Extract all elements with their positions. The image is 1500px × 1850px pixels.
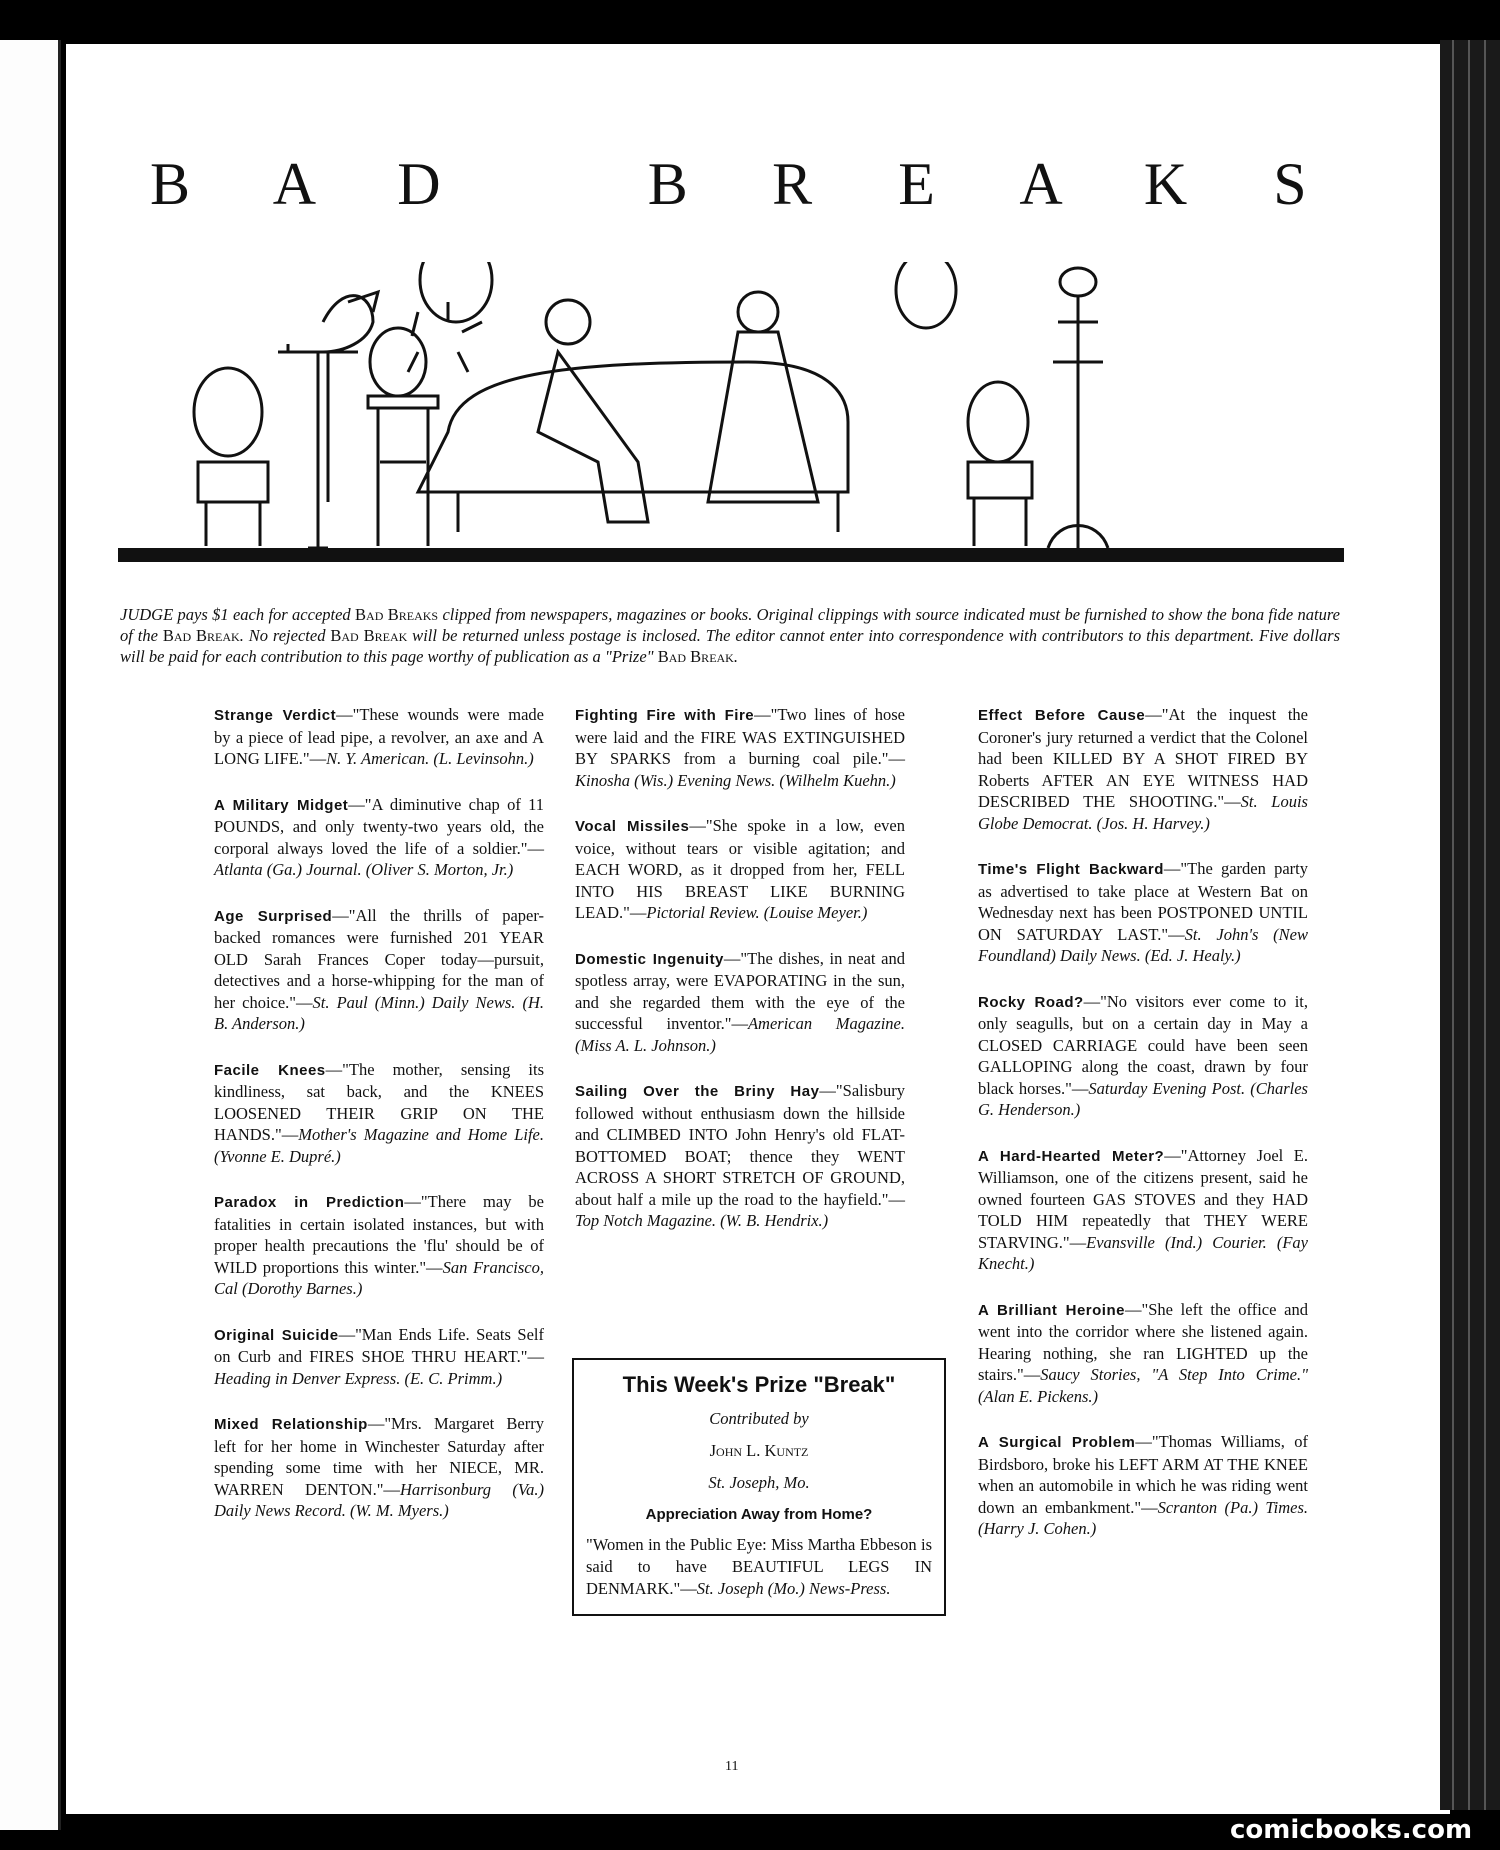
- title-letter: E: [898, 151, 935, 217]
- entry-body: —"All the thrills of paper-backed romances were furnished 201 YEAR OLD Sarah Frances Coper today—pursuit, detectives and a horse-whipping for the man of her choice."—: [214, 905, 544, 1012]
- entry-source: St. Paul (Minn.) Daily News. (H. B. Anderson.): [214, 992, 544, 1033]
- entry-source: Kinosha (Wis.) Evening News. (Wilhelm Kuehn.): [575, 770, 896, 790]
- prize-entry-source: St. Joseph (Mo.) News-Press.: [696, 1579, 891, 1598]
- intro-text: .: [733, 647, 738, 666]
- floor-band: [118, 548, 1344, 562]
- entry-heading: A Surgical Problem: [978, 1434, 1136, 1451]
- entry-source: San Francisco, Cal (Dorothy Barnes.): [214, 1257, 544, 1298]
- watermark: comicbooks.com: [1230, 1815, 1473, 1845]
- entry-source: Saturday Evening Post. (Charles G. Henderson.): [978, 1078, 1308, 1119]
- entry-heading: Time's Flight Backward: [978, 861, 1164, 878]
- entry-mixed-relationship: [214, 1413, 544, 1522]
- entry-vocal-missiles: [575, 815, 905, 924]
- entry-source: Scranton (Pa.) Times. (Harry J. Cohen.): [978, 1497, 1308, 1538]
- prize-contributor-place: St. Joseph, Mo.: [708, 1473, 810, 1492]
- entry-source: N. Y. American. (L. Levinsohn.): [326, 749, 534, 768]
- entry-body: —"She left the office and went into the corridor where she listened again. Hearing nothing, she ran LIGHTED up the stairs."—: [978, 1299, 1308, 1384]
- entry-heading: Mixed Relationship: [214, 1416, 368, 1433]
- entry-source: Heading in Denver Express. (E. C. Primm.): [214, 1368, 503, 1388]
- entry-facile-knees: [214, 1059, 544, 1168]
- intro-bad-break: Bad Break: [657, 647, 734, 666]
- man-on-sofa: [538, 300, 648, 522]
- entry-source: Top Notch Magazine. (W. B. Hendrix.): [575, 1211, 829, 1230]
- entry-fighting-fire: [575, 704, 905, 791]
- side-table: [368, 328, 438, 546]
- entry-source: St. John's (New Foundland) Daily News. (Ed. J. Healy.): [978, 924, 1308, 965]
- intro-bad-break: Bad Break: [330, 626, 408, 645]
- left-page-edge: [0, 40, 61, 1830]
- entry-body: —"The mother, sensing its kindliness, sat back, and the KNEES LOOSENED THEIR GRIP ON THE HANDS."—: [214, 1059, 544, 1144]
- prize-entry-body: "Women in the Public Eye: Miss Martha Ebbeson is said to have BEAUTIFUL LEGS IN DENMARK."—: [586, 1535, 932, 1598]
- entry-source: Saucy Stories, "A Step Into Crime." (Alan E. Pickens.): [978, 1365, 1308, 1406]
- prize-contributed-by: Contributed by: [709, 1409, 809, 1428]
- entry-body: —"There may be fatalities in certain isolated instances, but with proper health precautions the 'flu' should be of WILD proportions this winter."—: [214, 1192, 544, 1277]
- entry-heading: Sailing Over the Briny Hay: [575, 1083, 820, 1100]
- entry-domestic-ingenuity: [575, 948, 905, 1057]
- intro-bad-breaks: Bad Breaks: [355, 605, 439, 624]
- entry-heading: Domestic Ingenuity: [575, 950, 724, 968]
- right-chair: [968, 382, 1032, 546]
- entry-heading: Vocal Missiles: [575, 818, 690, 835]
- entry-hard-hearted-meter: [978, 1145, 1308, 1275]
- intro-text: clipped from newspapers, magazines or books. Original clippings with source indicated must be furnished to show the bona fide nature of the: [120, 605, 1340, 645]
- column-right: [978, 704, 1308, 1564]
- intro-bad-break: Bad Break: [162, 626, 240, 645]
- hat-rack: [1048, 268, 1108, 548]
- entry-body: —"Thomas Williams, of Birdsboro, broke his LEFT ARM AT THE KNEE when an automobile in which he was riding went down an embankment."—: [978, 1432, 1309, 1517]
- woman-on-sofa: [708, 292, 818, 502]
- title-gap: [493, 150, 593, 219]
- entry-heading: Original Suicide: [214, 1326, 339, 1344]
- entry-age-surprised: [214, 905, 544, 1035]
- entry-source: St. Louis Globe Democrat. (Jos. H. Harvey.): [978, 792, 1308, 833]
- entry-heading: Strange Verdict: [214, 707, 337, 724]
- intro-paragraph: [120, 604, 1340, 667]
- entry-body: —"The garden party as advertised to take place at Western Bat on Wednesday next has been POSTPONED UNTIL ON SATURDAY LAST."—: [978, 859, 1309, 944]
- entry-body: —"Salisbury followed without enthusiasm down the hillside and CLIMBED INTO John Henry's old FLAT-BOTTOMED BOAT; thence they WENT ACROSS A SHORT STRETCH OF GROUND, about half a mile up the road to the hayfield."—: [575, 1081, 905, 1209]
- entry-source: Pictorial Review. (Louise Meyer.): [646, 903, 868, 922]
- entry-brilliant-heroine: [978, 1299, 1308, 1408]
- exclamation-marks: [408, 302, 482, 372]
- parlor-illustration: [118, 262, 1344, 562]
- title-letter: S: [1273, 151, 1307, 217]
- sofa: [418, 362, 848, 532]
- entry-source: Harrisonburg (Va.) Daily News Record. (W. M. Myers.): [214, 1479, 544, 1520]
- title-letter: R: [772, 151, 813, 217]
- title-letter: K: [1143, 151, 1188, 217]
- entry-heading: Effect Before Cause: [978, 707, 1146, 724]
- entry-rocky-road: [978, 991, 1308, 1121]
- page-title: [120, 150, 1340, 219]
- entry-source: Evansville (Ind.) Courier. (Fay Knecht.): [978, 1232, 1308, 1273]
- entry-body: —"These wounds were made by a piece of lead pipe, a revolver, an axe and A LONG LIFE."—: [214, 705, 544, 768]
- entry-heading: Rocky Road?: [978, 993, 1084, 1011]
- title-letter: B: [149, 151, 191, 217]
- title-letter: B: [647, 151, 688, 217]
- title-letter: A: [1019, 151, 1063, 217]
- intro-text: . No rejected: [239, 626, 331, 645]
- entry-heading: Fighting Fire with Fire: [575, 707, 755, 724]
- entry-effect-before-cause: [978, 704, 1308, 834]
- entry-body: —"Man Ends Life. Seats Self on Curb and FIRES SHOE THRU HEART."—: [214, 1324, 544, 1366]
- entry-body: —"No visitors ever come to it, only seagulls, but on a certain day in May a CLOSED CARRIAGE could have been seen GALLOPING along the coast, drawn by four black horses."—: [978, 991, 1308, 1098]
- entry-original-suicide: [214, 1324, 544, 1390]
- page-number: 11: [725, 1759, 739, 1774]
- entry-body: —"Attorney Joel E. Williamson, one of the citizens present, said he owned fourteen GAS STOVES and they HAD TOLD HIM repeatedly that THEY WERE STARVING."—: [978, 1145, 1309, 1252]
- entry-military-midget: [214, 794, 544, 881]
- title-letter: A: [272, 151, 317, 217]
- prize-break-box: [572, 1358, 946, 1616]
- entry-strange-verdict: [214, 704, 544, 770]
- left-chair: [194, 368, 268, 546]
- entry-body: —"The dishes, in neat and spotless array, were EVAPORATING in the sun, and she regarded them with the eye of the successful inventor."—: [575, 948, 905, 1033]
- entry-heading: A Brilliant Heroine: [978, 1301, 1125, 1319]
- entry-heading: A Hard-Hearted Meter?: [978, 1147, 1165, 1165]
- entry-sailing-over-briny-hay: [575, 1080, 905, 1232]
- entry-source: American Magazine. (Miss A. L. Johnson.): [575, 1014, 905, 1055]
- entry-body: —"A diminutive chap of 11 POUNDS, and only twenty-two years old, the corporal always loved the life of a soldier."—: [214, 794, 544, 858]
- entry-heading: Age Surprised: [214, 907, 333, 925]
- entry-heading: Paradox in Prediction: [214, 1194, 405, 1211]
- book-spine: [1440, 40, 1500, 1810]
- portrait-right: [896, 262, 956, 328]
- intro-text: will be returned unless postage is inclosed. The editor cannot enter into correspondence with contributors to this department. Five dollars will be paid for each contribution to this page worthy of publication as a "Prize": [120, 626, 1341, 666]
- entry-body: —"At the inquest the Coroner's jury returned a verdict that the Colonel had been KILLED BY A SHOT FIRED BY Roberts AFTER AN EYE WITNESS HAD DESCRIBED THE SHOOTING."—: [978, 705, 1309, 811]
- entry-paradox-in-prediction: [214, 1191, 544, 1300]
- entry-surgical-problem: [978, 1431, 1308, 1540]
- entry-source: Atlanta (Ga.) Journal. (Oliver S. Morton, Jr.): [214, 860, 514, 879]
- intro-text: JUDGE pays $1 each for accepted: [120, 605, 356, 624]
- entry-body: —"Mrs. Margaret Berry left for her home in Winchester Saturday after spending some time with her NIECE, MR. WARREN DENTON."—: [214, 1414, 544, 1499]
- column-middle: [575, 704, 905, 1256]
- entry-body: —"Two lines of hose were laid and the FIRE WAS EXTINGUISHED BY SPARKS from a burning coal pile."—: [575, 705, 905, 768]
- title-letter: D: [397, 151, 441, 217]
- prize-title: This Week's Prize "Break": [622, 1372, 896, 1397]
- entry-source: Mother's Magazine and Home Life. (Yvonne E. Dupré.): [214, 1125, 544, 1166]
- parrot-on-stand: [278, 292, 378, 548]
- column-left: [214, 704, 544, 1546]
- portrait-left: [420, 262, 492, 322]
- entry-body: —"She spoke in a low, even voice, without tears or visible agitation; and EACH WORD, as it dropped from her, FELL INTO HIS BREAST LIKE BURNING LEAD."—: [575, 816, 905, 922]
- prize-entry-text: [586, 1534, 932, 1600]
- entry-heading: A Military Midget: [214, 796, 349, 814]
- prize-entry-heading: Appreciation Away from Home?: [645, 1506, 873, 1523]
- entry-times-flight-backward: [978, 858, 1308, 967]
- entry-heading: Facile Knees: [214, 1061, 326, 1079]
- prize-contributor-name: John L. Kuntz: [709, 1441, 809, 1460]
